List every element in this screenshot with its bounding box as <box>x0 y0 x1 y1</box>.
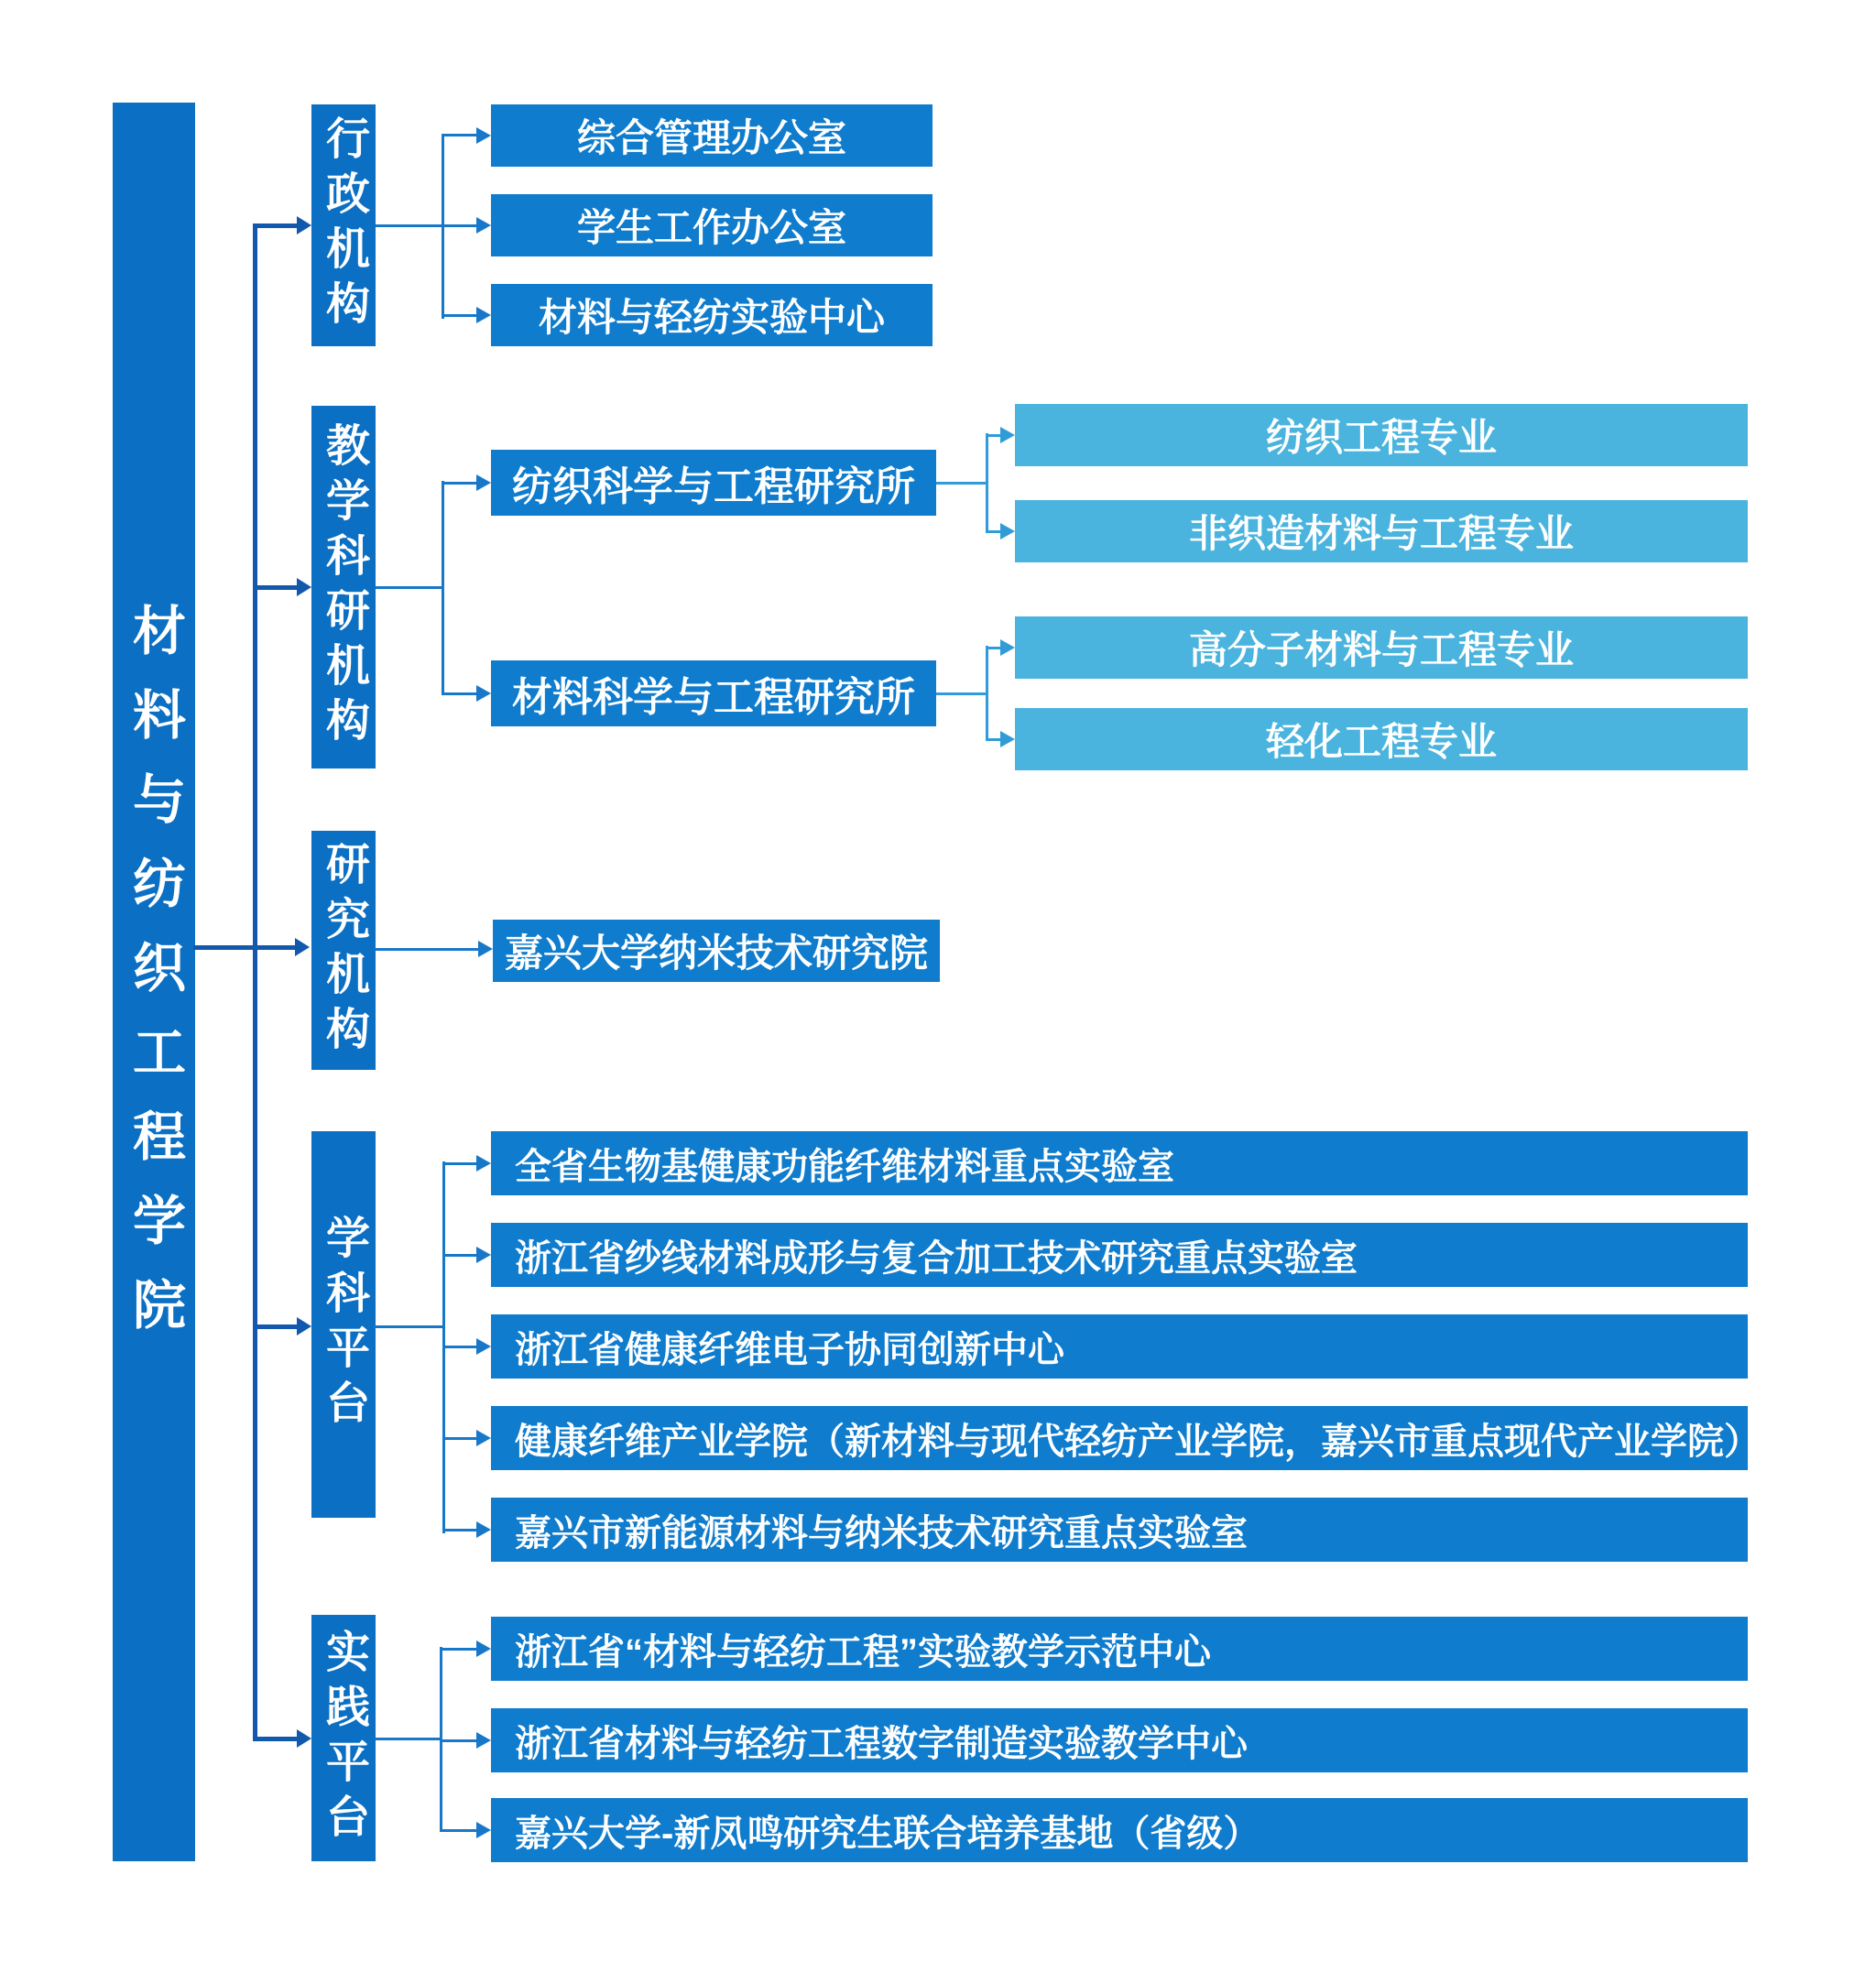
connector-line <box>442 1437 476 1440</box>
arrow-right-icon <box>476 1732 491 1749</box>
arrow-right-icon <box>297 1317 311 1335</box>
connector-line <box>442 224 476 227</box>
connector-line <box>193 945 296 950</box>
node-nano-technology-institute: 嘉兴大学纳米技术研究院 <box>493 920 940 982</box>
connector-line <box>442 1162 476 1165</box>
category-teaching-research: 教学科研机构 <box>311 406 376 768</box>
connector-line <box>442 134 476 136</box>
connector-line <box>376 586 443 589</box>
arrow-right-icon <box>476 1338 491 1355</box>
category-admin: 行政机构 <box>311 104 376 346</box>
arrow-right-icon <box>295 938 310 956</box>
node-general-management-office: 综合管理办公室 <box>491 104 933 167</box>
node-materials-textile-lab-center: 材料与轻纺实验中心 <box>491 284 933 346</box>
category-discipline-platform: 学科平台 <box>311 1131 376 1518</box>
node-yarn-materials-key-lab: 浙江省纱线材料成形与复合加工技术研究重点实验室 <box>491 1223 1748 1287</box>
arrow-right-icon <box>476 1155 491 1172</box>
category-research: 研究机构 <box>311 831 376 1070</box>
connector-line <box>440 1739 476 1742</box>
node-healthy-fiber-electronics-center: 浙江省健康纤维电子协同创新中心 <box>491 1314 1748 1379</box>
arrow-right-icon <box>476 1430 491 1446</box>
arrow-right-icon <box>476 307 491 323</box>
org-root-title: 材料与纺织工程学院 <box>113 103 195 1861</box>
arrow-right-icon <box>476 474 491 491</box>
node-textile-science-institute: 纺织科学与工程研究所 <box>491 450 936 516</box>
connector-line <box>442 1254 476 1257</box>
connector-line <box>253 1324 297 1329</box>
arrow-right-icon <box>297 216 311 234</box>
connector-line <box>442 1346 476 1348</box>
node-nonwoven-materials-major: 非织造材料与工程专业 <box>1015 500 1748 562</box>
connector-line <box>986 433 988 533</box>
arrow-right-icon <box>476 685 491 702</box>
node-textile-engineering-major: 纺织工程专业 <box>1015 404 1748 466</box>
connector-line <box>253 223 257 1740</box>
node-polymer-materials-major: 高分子材料与工程专业 <box>1015 616 1748 679</box>
arrow-right-icon <box>297 578 311 596</box>
connector-line <box>442 482 476 485</box>
connector-line <box>253 585 297 590</box>
connector-line <box>440 1829 476 1832</box>
connector-line <box>376 948 478 951</box>
arrow-right-icon <box>1000 731 1015 747</box>
node-materials-science-institute: 材料科学与工程研究所 <box>491 660 936 726</box>
connector-line <box>986 530 1000 533</box>
arrow-right-icon <box>478 941 493 957</box>
connector-line <box>253 223 297 228</box>
connector-line <box>986 738 1000 741</box>
arrow-right-icon <box>1000 523 1015 540</box>
node-experiment-teaching-demo-center: 浙江省“材料与轻纺工程”实验教学示范中心 <box>491 1617 1748 1681</box>
connector-line <box>986 647 1000 649</box>
connector-line <box>936 692 987 695</box>
connector-line <box>253 1737 297 1741</box>
arrow-right-icon <box>476 127 491 144</box>
node-new-energy-materials-key-lab: 嘉兴市新能源材料与纳米技术研究重点实验室 <box>491 1498 1748 1562</box>
arrow-right-icon <box>1000 427 1015 443</box>
arrow-right-icon <box>476 1641 491 1657</box>
connector-line <box>986 646 988 741</box>
arrow-right-icon <box>476 1822 491 1838</box>
connector-line <box>936 482 987 485</box>
node-graduate-joint-training-base: 嘉兴大学-新凤鸣研究生联合培养基地（省级） <box>491 1798 1748 1862</box>
connector-line <box>376 1738 442 1740</box>
node-healthy-fiber-industry-college: 健康纤维产业学院（新材料与现代轻纺产业学院，嘉兴市重点现代产业学院） <box>491 1406 1748 1470</box>
arrow-right-icon <box>476 1521 491 1538</box>
category-practice-platform: 实践平台 <box>311 1615 376 1861</box>
connector-line <box>376 224 443 227</box>
node-digital-manufacturing-teaching-center: 浙江省材料与轻纺工程数字制造实验教学中心 <box>491 1708 1748 1772</box>
connector-line <box>442 314 476 317</box>
arrow-right-icon <box>1000 639 1015 656</box>
node-biobased-fiber-key-lab: 全省生物基健康功能纤维材料重点实验室 <box>491 1131 1748 1195</box>
connector-line <box>440 1648 476 1651</box>
arrow-right-icon <box>476 217 491 234</box>
node-light-chemical-engineering-major: 轻化工程专业 <box>1015 708 1748 770</box>
connector-line <box>374 1325 444 1328</box>
node-student-affairs-office: 学生工作办公室 <box>491 194 933 256</box>
connector-line <box>442 692 476 695</box>
connector-line <box>986 434 1000 437</box>
arrow-right-icon <box>476 1247 491 1263</box>
connector-line <box>442 481 444 695</box>
connector-line <box>442 1529 476 1532</box>
arrow-right-icon <box>297 1729 311 1748</box>
